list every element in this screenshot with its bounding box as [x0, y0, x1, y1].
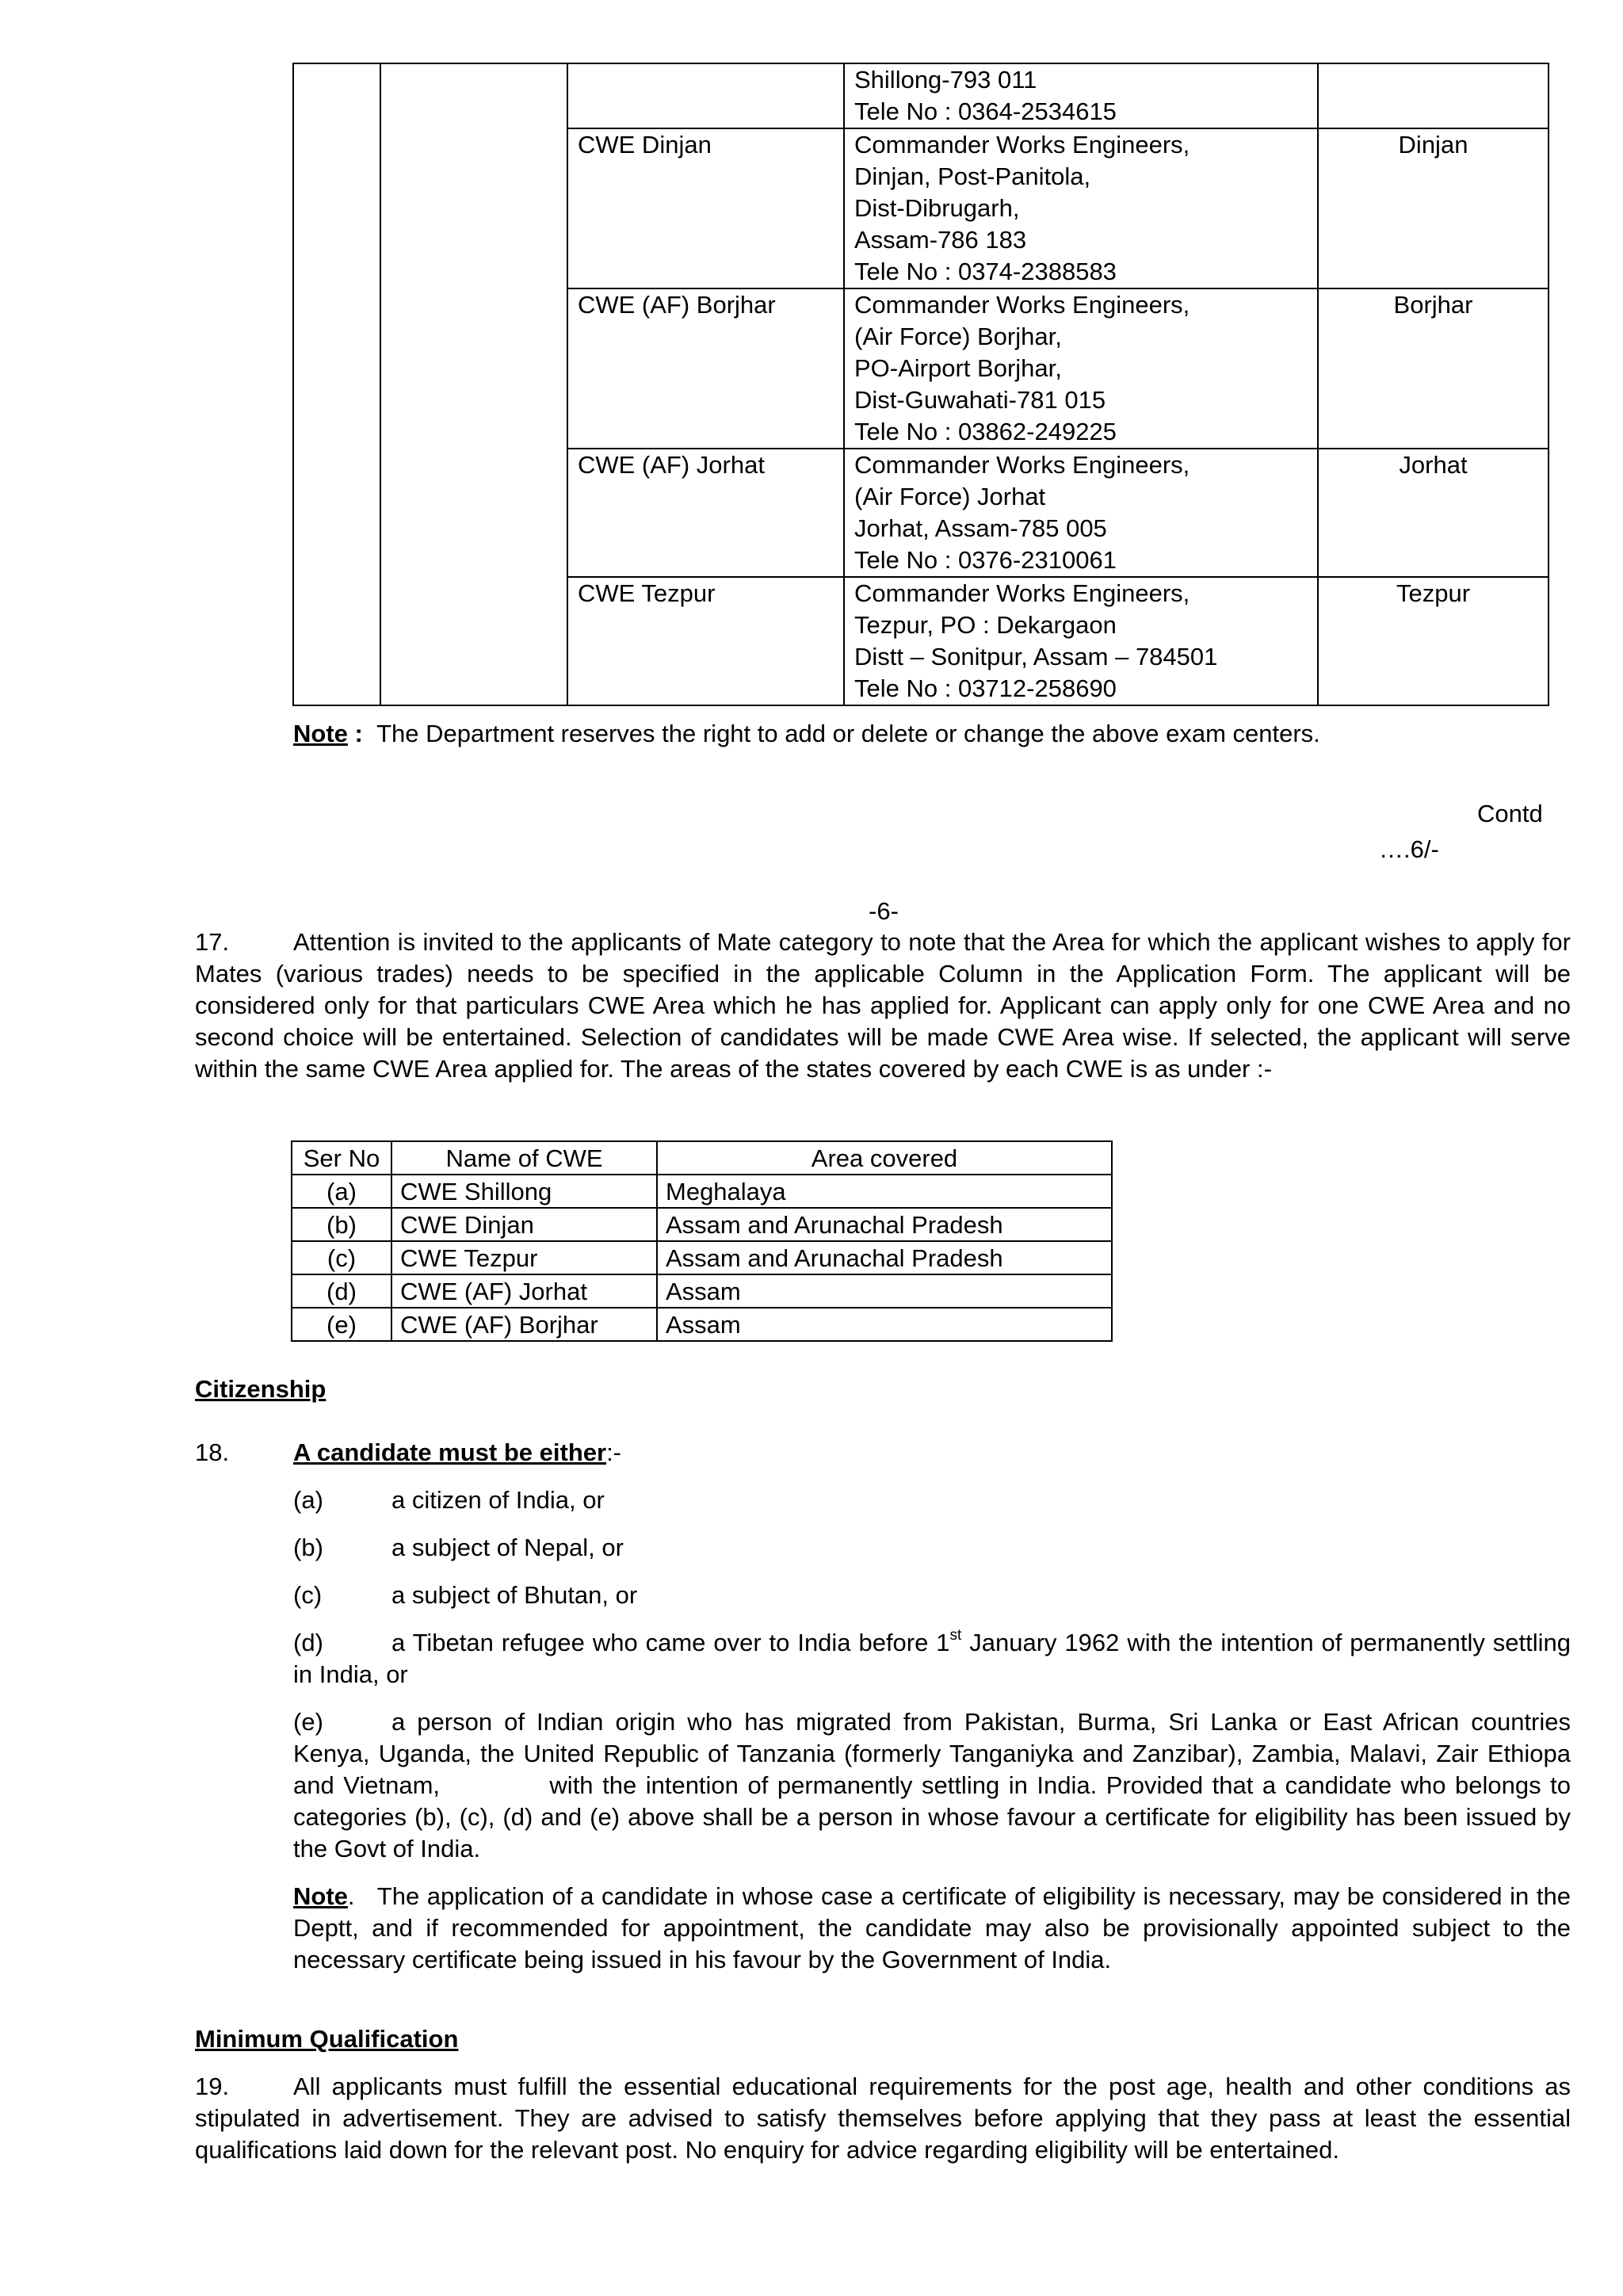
table-row	[293, 449, 1549, 577]
paragraph-19	[195, 2071, 1571, 2166]
area-cell: Assam	[657, 1274, 1112, 1308]
exam-centers-table	[292, 63, 1549, 706]
item-text: a person of Indian origin who has migrated from Pakistan, Burma, Sri Lanka or East African countries Kenya, Uganda, the United Republic of Tanzania (formerly Tanganiyka and Zanzibar), Zambia, Malavi, Zair Ethiopa and Vietnam, with the intention of permanently settling in India. Provided that a candidate who belongs to categories (b), (c), (d) and (e) above shall be a person in whose favour a certificate for eligibility has been issued by the Govt of India.	[293, 1708, 1578, 1862]
item-text: January 1962 with the intention of permanently settling in India, or	[293, 1629, 1571, 1688]
exam-centers-note	[293, 718, 1320, 750]
address-line: Commander Works Engineers,	[854, 291, 1190, 319]
center-cell: Tezpur	[1318, 577, 1549, 705]
table-row	[292, 1274, 1112, 1308]
citizenship-lead	[293, 1437, 621, 1469]
table-row	[292, 1308, 1112, 1341]
item-label: (e)	[293, 1708, 323, 1736]
address-line: Jorhat, Assam-785 005	[854, 514, 1107, 542]
area-cell: Assam and Arunachal Pradesh	[657, 1208, 1112, 1241]
citizenship-heading: Citizenship	[195, 1375, 327, 1403]
table-row	[293, 128, 1549, 288]
note-label: Note	[293, 1882, 348, 1910]
cwe-name-cell: CWE Dinjan	[391, 1208, 657, 1241]
blank-cell	[293, 577, 380, 705]
paragraph-text: Attention is invited to the applicants of Mate category to note that the Area for which the applicant wishes to apply for Mates (various trades) needs to be specified in the applicable Column in the Application Form. The applicant will be considered only for that particulars CWE Area which he has applied for. Applicant can apply only for one CWE Area and no second choice will be entertained. Selection of candidates will be made CWE Area wise. If selected, the applicant will serve within the same CWE Area applied for. The areas of the states covered by each CWE is as under :-	[195, 928, 1571, 1083]
table-row	[293, 63, 1549, 128]
address-line: Tele No : 03862-249225	[854, 418, 1117, 445]
table-row	[293, 288, 1549, 449]
address-line: Commander Works Engineers,	[854, 131, 1190, 159]
address-line: Tele No : 0364-2534615	[854, 97, 1117, 125]
blank-cell	[293, 288, 380, 449]
cwe-name-cell: CWE (AF) Borjhar	[567, 288, 844, 449]
address-line: Tele No : 0374-2388583	[854, 258, 1117, 285]
address-line: Dinjan, Post-Panitola,	[854, 162, 1091, 190]
cwe-name-cell: CWE Tezpur	[391, 1241, 657, 1274]
area-cell: Assam and Arunachal Pradesh	[657, 1241, 1112, 1274]
table-row	[292, 1175, 1112, 1208]
paragraph-number: 17.	[195, 928, 230, 956]
list-item	[293, 1580, 637, 1611]
area-cell: Meghalaya	[657, 1175, 1112, 1208]
address-line: Tele No : 0376-2310061	[854, 546, 1117, 574]
note-label: Note	[293, 720, 348, 747]
ser-no-cell: (c)	[292, 1241, 391, 1274]
lead-suffix: :-	[606, 1438, 621, 1466]
paragraph-number: 18.	[195, 1438, 230, 1466]
blank-cell	[380, 63, 567, 128]
address-cell	[844, 449, 1318, 577]
contd-page: ….6/-	[1379, 835, 1439, 863]
address-line: Commander Works Engineers,	[854, 451, 1190, 479]
cwe-name-cell: CWE Shillong	[391, 1175, 657, 1208]
contd-label: Contd	[1477, 800, 1543, 827]
area-cell: Assam	[657, 1308, 1112, 1341]
cwe-name-cell: CWE (AF) Jorhat	[391, 1274, 657, 1308]
blank-cell	[293, 128, 380, 288]
address-cell	[844, 577, 1318, 705]
table-row	[292, 1208, 1112, 1241]
item-label: (a)	[293, 1486, 323, 1514]
address-line: Dist-Guwahati-781 015	[854, 386, 1106, 414]
ser-no-cell: (e)	[292, 1308, 391, 1341]
address-line: Dist-Dibrugarh,	[854, 194, 1020, 222]
address-line: (Air Force) Jorhat	[854, 483, 1046, 510]
note-text: The Department reserves the right to add or delete or change the above exam centers.	[376, 720, 1320, 747]
ser-no-cell: (a)	[292, 1175, 391, 1208]
lead-text: A candidate must be either	[293, 1438, 607, 1466]
table-row	[292, 1241, 1112, 1274]
list-item	[293, 1706, 1578, 1865]
center-cell: Dinjan	[1318, 128, 1549, 288]
item-text: a subject of Bhutan, or	[391, 1581, 638, 1609]
blank-cell	[380, 128, 567, 288]
address-line: Distt – Sonitpur, Assam – 784501	[854, 643, 1218, 670]
address-line: Tezpur, PO : Dekargaon	[854, 611, 1117, 639]
address-line: Shillong-793 011	[854, 66, 1037, 94]
citizenship-note	[293, 1881, 1578, 1976]
blank-cell	[380, 449, 567, 577]
cwe-name-cell	[567, 63, 844, 128]
blank-cell	[293, 63, 380, 128]
blank-cell	[380, 577, 567, 705]
address-cell	[844, 288, 1318, 449]
item-text: a citizen of India, or	[391, 1486, 605, 1514]
column-header: Area covered	[657, 1141, 1112, 1175]
note-text: . The application of a candidate in whose case a certificate of eligibility is necessary, may be considered in the Deptt, and if recommended for appointment, the candidate may also be provisionally appointed subject to the necessary certificate being issued in his favour by the Government of India.	[293, 1882, 1578, 1973]
item-label: (d)	[293, 1629, 323, 1656]
cwe-name-cell: CWE (AF) Jorhat	[567, 449, 844, 577]
paragraph-17	[195, 926, 1571, 1085]
address-line: PO-Airport Borjhar,	[854, 354, 1062, 382]
address-cell	[844, 128, 1318, 288]
list-item	[293, 1532, 624, 1564]
address-line: (Air Force) Borjhar,	[854, 323, 1062, 350]
table-header-row	[292, 1141, 1112, 1175]
cwe-name-cell: CWE (AF) Borjhar	[391, 1308, 657, 1341]
column-header: Ser No	[292, 1141, 391, 1175]
item-label: (c)	[293, 1581, 323, 1609]
address-line: Assam-786 183	[854, 226, 1027, 254]
address-cell	[844, 63, 1318, 128]
blank-cell	[380, 288, 567, 449]
page-number: -6-	[869, 897, 899, 925]
table-row	[293, 577, 1549, 705]
center-cell: Jorhat	[1318, 449, 1549, 577]
cwe-name-cell: CWE Tezpur	[567, 577, 844, 705]
paragraph-text: All applicants must fulfill the essential educational requirements for the post age, health and other conditions as stipulated in advertisement. They are advised to satisfy themselves before applying that they pass at least the essential qualifications laid down for the relevant post. No enquiry for advice regarding eligibility will be entertained.	[195, 2073, 1571, 2164]
center-cell	[1318, 63, 1549, 128]
blank-cell	[293, 449, 380, 577]
cwe-name-cell: CWE Dinjan	[567, 128, 844, 288]
list-item	[293, 1627, 1571, 1690]
column-header: Name of CWE	[391, 1141, 657, 1175]
min-qualification-heading: Minimum Qualification	[195, 2025, 459, 2053]
item-text: a subject of Nepal, or	[391, 1534, 624, 1561]
ser-no-cell: (d)	[292, 1274, 391, 1308]
item-text: a Tibetan refugee who came over to India before 1	[391, 1629, 950, 1656]
list-item	[293, 1484, 605, 1516]
cwe-areas-table	[291, 1140, 1113, 1342]
paragraph-number: 19.	[195, 2073, 230, 2100]
note-separator: :	[347, 720, 363, 747]
address-line: Commander Works Engineers,	[854, 579, 1190, 607]
ser-no-cell: (b)	[292, 1208, 391, 1241]
center-cell: Borjhar	[1318, 288, 1549, 449]
address-line: Tele No : 03712-258690	[854, 674, 1117, 702]
item-label: (b)	[293, 1534, 323, 1561]
superscript: st	[949, 1627, 962, 1644]
